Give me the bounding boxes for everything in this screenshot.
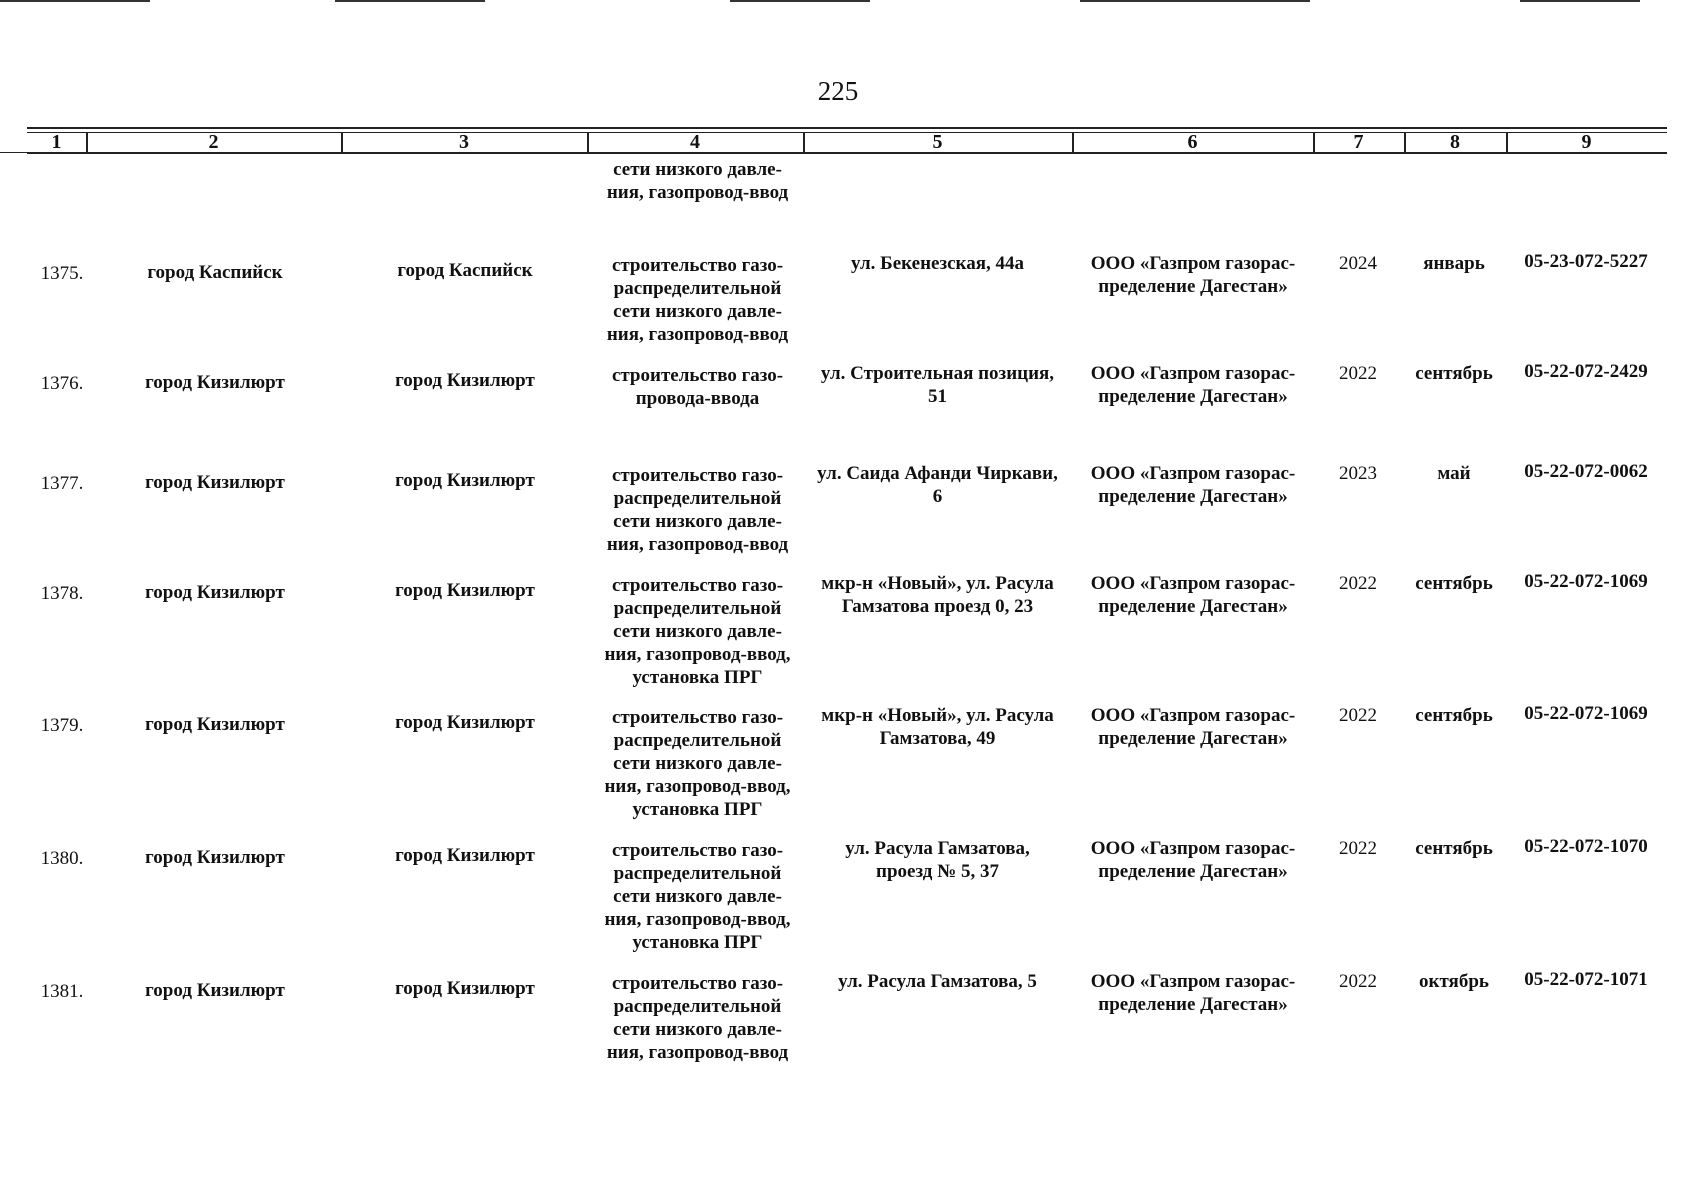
header-cell-2: 2 (208, 131, 219, 153)
header-cell-7: 7 (1353, 131, 1364, 153)
work-type-line: строительство газо- (611, 255, 784, 276)
work-type-line: сети низкого давле- (613, 511, 782, 532)
organization (1073, 362, 1313, 408)
municipality: город Кизилюрт (145, 714, 285, 735)
address-line: ул. Бекенезская, 44а (851, 253, 1024, 274)
organization (1073, 252, 1313, 298)
page-number: 225 (817, 76, 859, 106)
month: май (1437, 463, 1471, 484)
work-type-line: распределительной (613, 863, 782, 884)
work-type-line: строительство газо- (611, 365, 784, 386)
row-number: 1375. (40, 263, 84, 284)
table-header-border (27, 127, 1667, 129)
organization (1073, 462, 1313, 508)
organization-line: пределение Дагестан» (1098, 861, 1288, 882)
municipality: город Кизилюрт (145, 472, 285, 493)
work-type (585, 364, 810, 410)
work-type-line: провода-ввода (635, 388, 760, 409)
address (805, 837, 1070, 883)
header-cell-1: 1 (51, 131, 62, 153)
work-type-line: ния, газопровод-ввод, (604, 644, 791, 665)
organization-line: ООО «Газпром газорас- (1090, 705, 1296, 726)
month: январь (1423, 253, 1485, 274)
application-number: 05-22-072-1069 (1524, 571, 1648, 592)
organization-line: пределение Дагестан» (1098, 386, 1288, 407)
year: 2022 (1339, 838, 1377, 859)
municipality: город Каспийск (147, 262, 283, 283)
header-cell-5: 5 (932, 131, 943, 153)
work-type-line: сети низкого давле- (613, 753, 782, 774)
work-type (585, 972, 810, 1064)
row-number: 1377. (40, 473, 84, 494)
month: октябрь (1419, 971, 1489, 992)
table-header-divider (1072, 132, 1074, 153)
address-line: 51 (928, 386, 947, 407)
row-number: 1380. (40, 848, 84, 869)
work-type-line: сети низкого давле- (613, 301, 782, 322)
work-type-line: распределительной (613, 598, 782, 619)
municipality: город Кизилюрт (145, 847, 285, 868)
work-type-line: распределительной (613, 278, 782, 299)
settlement: город Кизилюрт (395, 845, 535, 866)
year: 2023 (1339, 463, 1377, 484)
month: сентябрь (1415, 705, 1493, 726)
work-type-line: строительство газо- (611, 575, 784, 596)
year: 2022 (1339, 363, 1377, 384)
work-type-line: сети низкого давле- (613, 621, 782, 642)
work-type (585, 839, 810, 954)
table-left-tick (0, 152, 28, 153)
month: сентябрь (1415, 573, 1493, 594)
table-header-divider (1313, 132, 1315, 153)
scan-edge-line (1080, 0, 1310, 2)
settlement: город Кизилюрт (395, 580, 535, 601)
application-number: 05-22-072-2429 (1524, 361, 1648, 382)
organization-line: пределение Дагестан» (1098, 994, 1288, 1015)
settlement: город Кизилюрт (395, 978, 535, 999)
organization-line: ООО «Газпром газорас- (1090, 253, 1296, 274)
work-type-line: ния, газопровод-ввод, (604, 776, 791, 797)
address-line: ул. Строительная позиция, (820, 363, 1055, 384)
scan-edge-line (1520, 0, 1640, 2)
work-type-line: распределительной (613, 996, 782, 1017)
address-line: 6 (932, 486, 943, 507)
header-cell-3: 3 (459, 131, 469, 153)
organization-line: пределение Дагестан» (1098, 596, 1288, 617)
work-type (585, 254, 810, 346)
row-number: 1379. (40, 715, 84, 736)
organization-line: ООО «Газпром газорас- (1090, 971, 1296, 992)
work-type-line: установка ПРГ (632, 932, 763, 953)
work-type-line: строительство газо- (611, 840, 784, 861)
address-line: мкр-н «Новый», ул. Расула (821, 573, 1054, 594)
work-type-line: распределительной (613, 730, 782, 751)
row-number: 1376. (40, 373, 84, 394)
settlement: город Кизилюрт (395, 470, 535, 491)
address-line: мкр-н «Новый», ул. Расула (821, 705, 1054, 726)
year: 2022 (1339, 971, 1377, 992)
table-header-divider (86, 132, 88, 153)
work-type-line: ния, газопровод-ввод (606, 1042, 789, 1063)
address-line: ул. Расула Гамзатова, (845, 838, 1030, 859)
work-type-line: распределительной (613, 488, 782, 509)
work-type-line: строительство газо- (611, 707, 784, 728)
municipality: город Кизилюрт (145, 582, 285, 603)
year: 2022 (1339, 573, 1377, 594)
address (805, 572, 1070, 618)
header-cell-8: 8 (1450, 131, 1460, 153)
table-header-divider (803, 132, 805, 153)
settlement: город Кизилюрт (395, 370, 535, 391)
continuation-text-line: сети низкого давле- (613, 159, 782, 180)
table-header-divider (341, 132, 343, 153)
organization-line: пределение Дагестан» (1098, 728, 1288, 749)
organization-line: ООО «Газпром газорас- (1090, 573, 1296, 594)
settlement: город Кизилюрт (395, 712, 535, 733)
application-number: 05-22-072-1070 (1524, 836, 1648, 857)
scan-edge-line (335, 0, 485, 2)
continuation-text (585, 158, 810, 204)
work-type-line: установка ПРГ (632, 799, 763, 820)
organization (1073, 704, 1313, 750)
organization-line: пределение Дагестан» (1098, 276, 1288, 297)
month: сентябрь (1415, 363, 1493, 384)
organization (1073, 970, 1313, 1016)
work-type-line: сети низкого давле- (613, 1019, 782, 1040)
organization-line: ООО «Газпром газорас- (1090, 838, 1296, 859)
address (805, 252, 1070, 275)
table-header-divider (1404, 132, 1406, 153)
row-number: 1378. (40, 583, 84, 604)
work-type-line: ния, газопровод-ввод, (604, 909, 791, 930)
work-type-line: ния, газопровод-ввод (606, 324, 789, 345)
year: 2024 (1339, 253, 1377, 274)
address (805, 704, 1070, 750)
address-line: проезд № 5, 37 (876, 861, 999, 882)
application-number: 05-22-072-0062 (1524, 461, 1648, 482)
organization-line: ООО «Газпром газорас- (1090, 463, 1296, 484)
header-cell-4: 4 (690, 131, 700, 153)
work-type-line: сети низкого давле- (613, 886, 782, 907)
work-type (585, 574, 810, 689)
work-type (585, 706, 810, 821)
table-header-divider (1506, 132, 1508, 153)
scan-edge-line (0, 0, 150, 2)
application-number: 05-22-072-1071 (1524, 969, 1648, 990)
work-type-line: строительство газо- (611, 465, 784, 486)
address (805, 970, 1070, 993)
organization (1073, 572, 1313, 618)
address-line: ул. Расула Гамзатова, 5 (838, 971, 1037, 992)
table-header-divider (587, 132, 589, 153)
address (805, 362, 1070, 408)
organization (1073, 837, 1313, 883)
work-type (585, 464, 810, 556)
municipality: город Кизилюрт (145, 372, 285, 393)
settlement: город Каспийск (397, 260, 533, 281)
organization-line: ООО «Газпром газорас- (1090, 363, 1296, 384)
application-number: 05-22-072-1069 (1524, 703, 1648, 724)
header-cell-9: 9 (1581, 131, 1592, 153)
scan-edge-line (730, 0, 870, 2)
municipality: город Кизилюрт (145, 980, 285, 1001)
work-type-line: ния, газопровод-ввод (606, 534, 789, 555)
application-number: 05-23-072-5227 (1524, 251, 1648, 272)
work-type-line: строительство газо- (611, 973, 784, 994)
month: сентябрь (1415, 838, 1493, 859)
address-line: ул. Саида Афанди Чиркави, (817, 463, 1058, 484)
address-line: Гамзатова, 49 (879, 728, 996, 749)
address (805, 462, 1070, 508)
continuation-text-line: ния, газопровод-ввод (606, 182, 789, 203)
row-number: 1381. (40, 981, 84, 1002)
organization-line: пределение Дагестан» (1098, 486, 1288, 507)
year: 2022 (1339, 705, 1377, 726)
work-type-line: установка ПРГ (632, 667, 763, 688)
header-cell-6: 6 (1187, 131, 1198, 153)
address-line: Гамзатова проезд 0, 23 (841, 596, 1034, 617)
